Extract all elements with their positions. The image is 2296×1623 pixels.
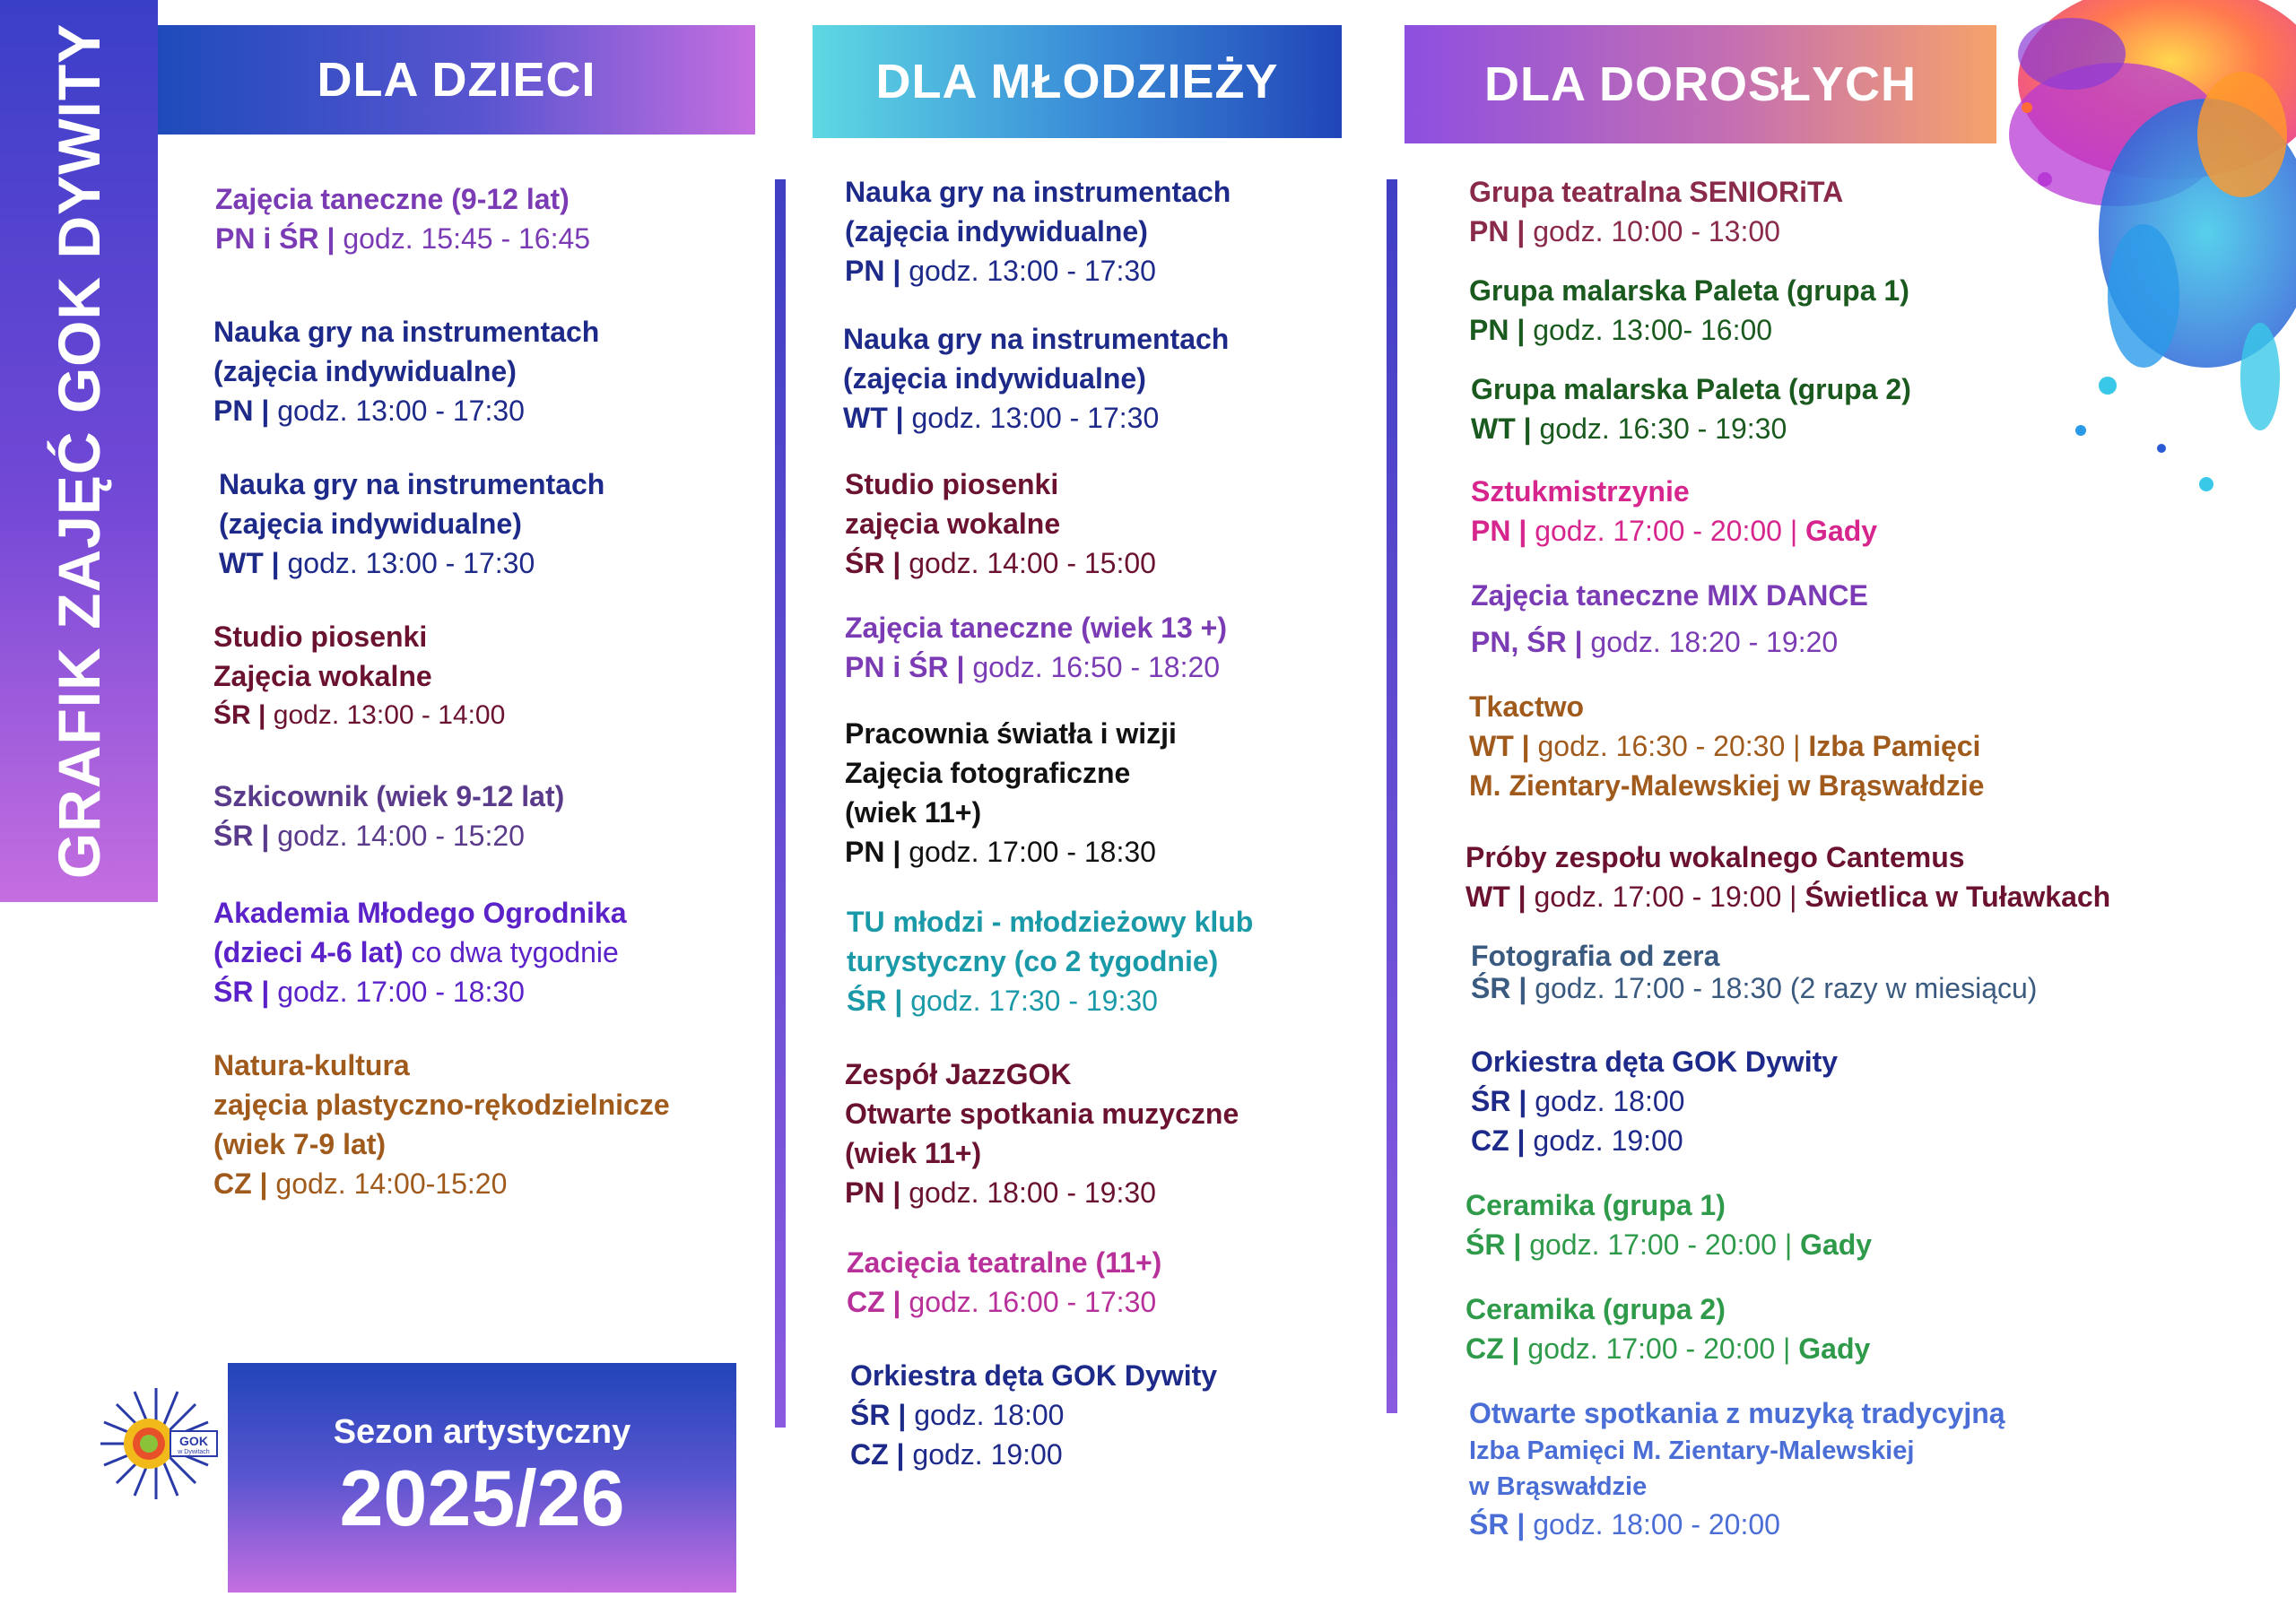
activity-location: M. Zientary-Malewskiej w Brąswałdzie bbox=[1469, 769, 1985, 802]
activity-schedule: PN | godz. 10:00 - 13:00 bbox=[1469, 215, 1780, 247]
season-year: 2025/26 bbox=[339, 1454, 625, 1542]
adults-activity bbox=[1465, 1289, 1870, 1368]
activity-schedule: ŚR | godz. 18:00 bbox=[850, 1399, 1065, 1431]
activity-schedule: PN | godz. 13:00 - 17:30 bbox=[845, 255, 1156, 287]
activity-schedule: ŚR | godz. 17:00 - 18:30 (2 razy w miesiącu) bbox=[1471, 972, 2038, 1004]
activity-schedule: ŚR | godz. 14:00 - 15:20 bbox=[213, 820, 525, 852]
activity-title: Natura-kultura bbox=[213, 1049, 410, 1081]
activity-title: Zacięcia teatralne (11+) bbox=[847, 1246, 1162, 1279]
activity-title: Studio piosenki bbox=[213, 621, 428, 653]
activity-title: (zajęcia indywidualne) bbox=[213, 355, 517, 387]
kids-activity bbox=[219, 464, 604, 583]
kids-activity bbox=[213, 617, 505, 735]
activity-title: Tkactwo bbox=[1469, 690, 1585, 723]
header-kids: DLA DZIECI bbox=[158, 25, 755, 135]
activity-schedule: PN i ŚR | godz. 16:50 - 18:20 bbox=[845, 651, 1221, 683]
side-banner bbox=[0, 0, 158, 902]
youth-activity bbox=[847, 902, 1253, 1020]
adults-activity bbox=[1471, 940, 2037, 1004]
activity-title: Sztukmistrzynie bbox=[1471, 475, 1690, 508]
activity-schedule: WT | godz. 13:00 - 17:30 bbox=[219, 547, 535, 579]
activity-schedule: ŚR | godz. 14:00 - 15:00 bbox=[845, 547, 1156, 579]
activity-schedule: ŚR | godz. 18:00 - 20:00 bbox=[1469, 1508, 1780, 1541]
activity-title: zajęcia plastyczno-rękodzielnicze bbox=[213, 1089, 670, 1121]
activity-title: w Brąswałdzie bbox=[1469, 1472, 1648, 1501]
activity-title: Grupa malarska Paleta (grupa 2) bbox=[1471, 373, 1911, 405]
activity-schedule: ŚR | godz. 17:00 - 20:00 | Gady bbox=[1465, 1228, 1873, 1261]
adults-activity bbox=[1471, 369, 1911, 448]
adults-activity bbox=[1465, 838, 2110, 916]
adults-activity bbox=[1469, 271, 1909, 350]
activity-title: Orkiestra dęta GOK Dywity bbox=[1471, 1046, 1839, 1078]
activity-title: Grupa teatralna SENIORiTA bbox=[1469, 176, 1844, 208]
paint-splash-decoration bbox=[1937, 0, 2296, 538]
activity-note: (2 razy w miesiącu) bbox=[1789, 972, 2038, 1004]
activity-schedule: CZ | godz. 19:00 bbox=[1471, 1124, 1683, 1157]
activity-schedule: PN i ŚR | godz. 15:45 - 16:45 bbox=[215, 222, 591, 255]
activity-title: turystyczny (co 2 tygodnie) bbox=[847, 945, 1219, 977]
adults-activity bbox=[1469, 1393, 2005, 1544]
activity-title: Nauka gry na instrumentach bbox=[845, 176, 1231, 208]
activity-location: Gady bbox=[1805, 515, 1878, 547]
activity-location: Gady bbox=[1798, 1332, 1871, 1365]
adults-activity bbox=[1471, 1042, 1838, 1160]
activity-schedule: WT | godz. 13:00 - 17:30 bbox=[843, 402, 1160, 434]
activity-schedule: ŚR | godz. 13:00 - 14:00 bbox=[213, 700, 506, 730]
kids-activity bbox=[215, 179, 590, 258]
activity-schedule: CZ | godz. 14:00-15:20 bbox=[213, 1167, 508, 1200]
activity-schedule: CZ | godz. 19:00 bbox=[850, 1438, 1063, 1471]
youth-activity bbox=[845, 1055, 1239, 1212]
activity-title: Fotografia od zera bbox=[1471, 940, 1720, 972]
youth-activity bbox=[850, 1356, 1217, 1474]
activity-schedule: PN | godz. 18:00 - 19:30 bbox=[845, 1176, 1156, 1209]
season-label: Sezon artystyczny bbox=[333, 1413, 631, 1451]
adults-activity bbox=[1469, 687, 1984, 805]
column-divider bbox=[1387, 179, 1397, 1413]
activity-schedule: ŚR | godz. 18:00 bbox=[1471, 1085, 1685, 1117]
activity-title: Zajęcia fotograficzne bbox=[845, 757, 1131, 789]
kids-activity bbox=[213, 777, 564, 855]
activity-title: (zajęcia indywidualne) bbox=[219, 508, 522, 540]
activity-title: TU młodzi - młodzieżowy klub bbox=[847, 906, 1254, 938]
activity-title: Pracownia światła i wizji bbox=[845, 717, 1177, 750]
activity-note: co dwa tygodnie bbox=[411, 936, 619, 968]
activity-schedule: WT | godz. 16:30 - 20:30 | Izba Pamięci bbox=[1469, 730, 1981, 762]
adults-activity bbox=[1469, 172, 1843, 251]
activity-location: Izba Pamięci bbox=[1808, 730, 1981, 762]
activity-title: Ceramika (grupa 2) bbox=[1465, 1293, 1726, 1325]
activity-title: Ceramika (grupa 1) bbox=[1465, 1189, 1726, 1221]
activity-title: Próby zespołu wokalnego Cantemus bbox=[1465, 841, 1965, 873]
activity-schedule: PN | godz. 13:00- 16:00 bbox=[1469, 314, 1773, 346]
activity-schedule: CZ | godz. 16:00 - 17:30 bbox=[847, 1286, 1157, 1318]
activity-title: (wiek 11+) bbox=[845, 1137, 982, 1169]
activity-title: (wiek 7-9 lat) bbox=[213, 1128, 387, 1160]
activity-title: Akademia Młodego Ogrodnika bbox=[213, 897, 627, 929]
activity-title: Studio piosenki bbox=[845, 468, 1059, 500]
kids-activity bbox=[213, 1046, 670, 1203]
activity-schedule: PN | godz. 17:00 - 18:30 bbox=[845, 836, 1156, 868]
activity-title: Orkiestra dęta GOK Dywity bbox=[850, 1359, 1218, 1392]
activity-title: Zajęcia taneczne (9-12 lat) bbox=[215, 183, 570, 215]
activity-schedule: PN, ŚR | godz. 18:20 - 19:20 bbox=[1471, 626, 1839, 658]
side-title: GRAFIK ZAJĘĆ GOK DYWITY bbox=[46, 22, 112, 880]
youth-activity bbox=[845, 464, 1156, 583]
activity-title: Izba Pamięci M. Zientary-Malewskiej bbox=[1469, 1436, 1915, 1465]
activity-title: Otwarte spotkania muzyczne bbox=[845, 1098, 1239, 1130]
activity-title: Nauka gry na instrumentach bbox=[843, 323, 1230, 355]
youth-activity bbox=[847, 1243, 1161, 1322]
activity-title: Grupa malarska Paleta (grupa 1) bbox=[1469, 274, 1909, 307]
column-divider bbox=[775, 179, 786, 1428]
activity-title: Nauka gry na instrumentach bbox=[213, 316, 600, 348]
activity-title: Otwarte spotkania z muzyką tradycyjną bbox=[1469, 1397, 2005, 1429]
activity-title: (zajęcia indywidualne) bbox=[845, 215, 1148, 247]
activity-title: Nauka gry na instrumentach bbox=[219, 468, 605, 500]
adults-activity bbox=[1465, 1185, 1872, 1264]
youth-activity bbox=[845, 714, 1177, 872]
header-youth: DLA MŁODZIEŻY bbox=[813, 25, 1342, 138]
activity-title: Zajęcia taneczne (wiek 13 +) bbox=[845, 612, 1227, 644]
adults-activity bbox=[1471, 576, 1868, 662]
youth-activity bbox=[843, 319, 1229, 438]
activity-location: Gady bbox=[1800, 1228, 1873, 1261]
activity-schedule: CZ | godz. 17:00 - 20:00 | Gady bbox=[1465, 1332, 1871, 1365]
activity-schedule: PN | godz. 17:00 - 20:00 | Gady bbox=[1471, 515, 1878, 547]
kids-activity bbox=[213, 312, 599, 430]
activity-schedule: ŚR | godz. 17:00 - 18:30 bbox=[213, 976, 525, 1008]
svg-text:GOK: GOK bbox=[179, 1434, 208, 1448]
header-adults: DLA DOROSŁYCH bbox=[1405, 25, 1996, 143]
activity-location: Świetlica w Tuławkach bbox=[1805, 881, 2111, 913]
activity-title: (dzieci 4-6 lat) bbox=[213, 936, 404, 968]
kids-activity bbox=[213, 893, 627, 1011]
adults-activity bbox=[1471, 472, 1877, 551]
svg-text:w Dywitach: w Dywitach bbox=[178, 1449, 210, 1455]
activity-schedule: WT | godz. 16:30 - 19:30 bbox=[1471, 412, 1787, 445]
youth-activity bbox=[845, 608, 1227, 687]
activity-schedule: WT | godz. 17:00 - 19:00 | Świetlica w Tuławkach bbox=[1465, 881, 2111, 913]
activity-title: Zajęcia taneczne MIX DANCE bbox=[1471, 579, 1868, 612]
activity-title: (wiek 11+) bbox=[845, 796, 982, 829]
activity-title: Zespół JazzGOK bbox=[845, 1058, 1072, 1090]
activity-title: Szkicownik (wiek 9-12 lat) bbox=[213, 780, 565, 812]
activity-schedule: ŚR | godz. 17:30 - 19:30 bbox=[847, 985, 1158, 1017]
youth-activity bbox=[845, 172, 1231, 291]
activity-schedule: PN | godz. 13:00 - 17:30 bbox=[213, 395, 525, 427]
activity-title: Zajęcia wokalne bbox=[213, 660, 432, 692]
activity-title: zajęcia wokalne bbox=[845, 508, 1061, 540]
season-box bbox=[228, 1363, 736, 1593]
activity-title: (zajęcia indywidualne) bbox=[843, 362, 1146, 395]
gok-logo bbox=[93, 1381, 219, 1506]
